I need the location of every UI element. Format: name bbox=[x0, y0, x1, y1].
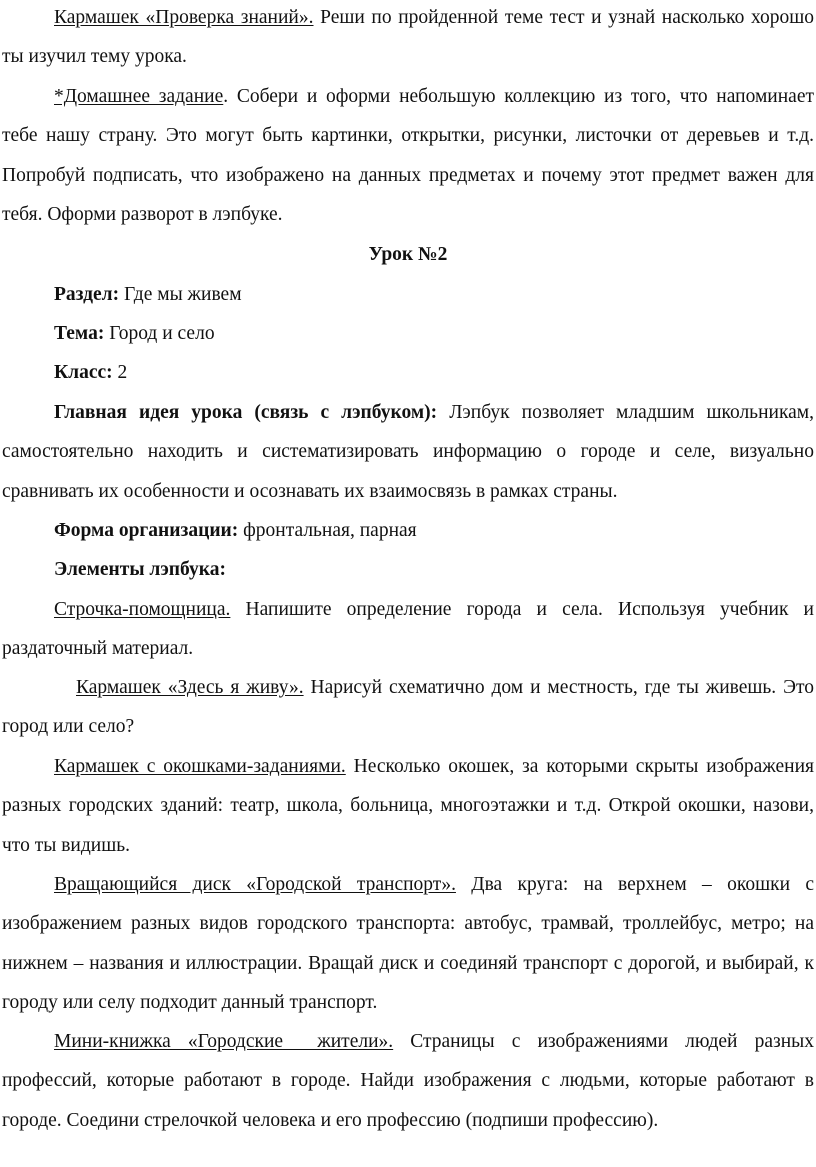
main-idea-paragraph bbox=[2, 393, 814, 511]
org-form-line bbox=[54, 511, 816, 550]
grade-value: 2 bbox=[112, 362, 128, 383]
grade-line bbox=[54, 353, 816, 392]
section-value: Где мы живем bbox=[119, 284, 242, 305]
element-home-pocket-title: Кармашек «Здесь я живу». bbox=[76, 677, 304, 698]
org-form-label: Форма организации: bbox=[54, 520, 239, 541]
homework-paragraph bbox=[2, 77, 814, 234]
lesson-title bbox=[2, 235, 814, 274]
elements-heading bbox=[54, 550, 816, 589]
element-transport-disk-title: Вращающийся диск «Городской транспорт». bbox=[54, 874, 456, 895]
element-home-pocket-text: Нарисуй схематично дом и местность, где ты живешь. Это город или село? bbox=[2, 677, 814, 738]
main-idea-label: Главная идея урока (связь с лэпбуком): bbox=[54, 402, 438, 423]
section-line bbox=[54, 275, 816, 314]
section-label: Раздел: bbox=[54, 284, 120, 305]
pocket-test-text: Реши по пройденной теме тест и узнай насколько хорошо ты изучил тему урока. bbox=[2, 7, 814, 68]
lesson-title-text: Урок №2 bbox=[368, 244, 448, 265]
element-mini-book-text: Страницы с изображениями людей разных профессий, которые работают в городе. Найди изображения с людьми, которые работают в городе. Соедини стрелочкой человека и его профессию (подпиши профессию). bbox=[2, 1031, 815, 1131]
topic-value: Город и село bbox=[104, 323, 215, 344]
element-windows-pocket-title: Кармашек с окошками-заданиями. bbox=[54, 756, 346, 777]
element-windows-pocket-text: Несколько окошек, за которыми скрыты изображения разных городских зданий: театр, школа, больница, многоэтажки и т.д. Открой окошки, назови, что ты видишь. bbox=[2, 756, 815, 856]
org-form-value: фронтальная, парная bbox=[238, 520, 417, 541]
pocket-test-title: Кармашек «Проверка знаний». bbox=[54, 7, 314, 28]
homework-title: *Домашнее задание bbox=[54, 86, 224, 107]
pocket-test-paragraph bbox=[2, 0, 814, 77]
element-mini-book bbox=[2, 1022, 814, 1140]
element-helper-line-title: Строчка-помощница. bbox=[54, 599, 231, 620]
element-helper-line bbox=[2, 590, 814, 669]
topic-line bbox=[54, 314, 816, 353]
element-mini-book-title: Мини-книжка «Городские жители». bbox=[54, 1031, 394, 1052]
element-windows-pocket bbox=[2, 747, 814, 865]
element-home-pocket bbox=[2, 668, 814, 747]
main-idea-text: Лэпбук позволяет младшим школьникам, самостоятельно находить и систематизировать информацию о городе и селе, визуально сравнивать их особенности и осознавать их взаимосвязь в рамках страны. bbox=[2, 402, 814, 502]
grade-label: Класс: bbox=[54, 362, 113, 383]
element-transport-disk-text: Два круга: на верхнем – окошки с изображением разных видов городского транспорта: автобус, трамвай, троллейбус, метро; на нижнем – названия и иллюстрации. Вращай диск и соединяй транспорт с дорогой, и выбирай, к городу или селу подходит данный транспорт. bbox=[2, 874, 814, 1013]
homework-text: . Собери и оформи небольшую коллекцию из того, что напоминает тебе нашу страну. Это могут быть картинки, открытки, рисунки, листочки от деревьев и т.д. Попробуй подписать, что изображено на данных предметах и почему этот предмет важен для тебя. Оформи разворот в лэпбуке. bbox=[2, 86, 814, 225]
elements-heading-text: Элементы лэпбука: bbox=[54, 559, 226, 580]
topic-label: Тема: bbox=[54, 323, 105, 344]
element-helper-line-text: Напишите определение города и села. Используя учебник и раздаточный материал. bbox=[2, 599, 814, 660]
element-transport-disk bbox=[2, 865, 814, 1022]
